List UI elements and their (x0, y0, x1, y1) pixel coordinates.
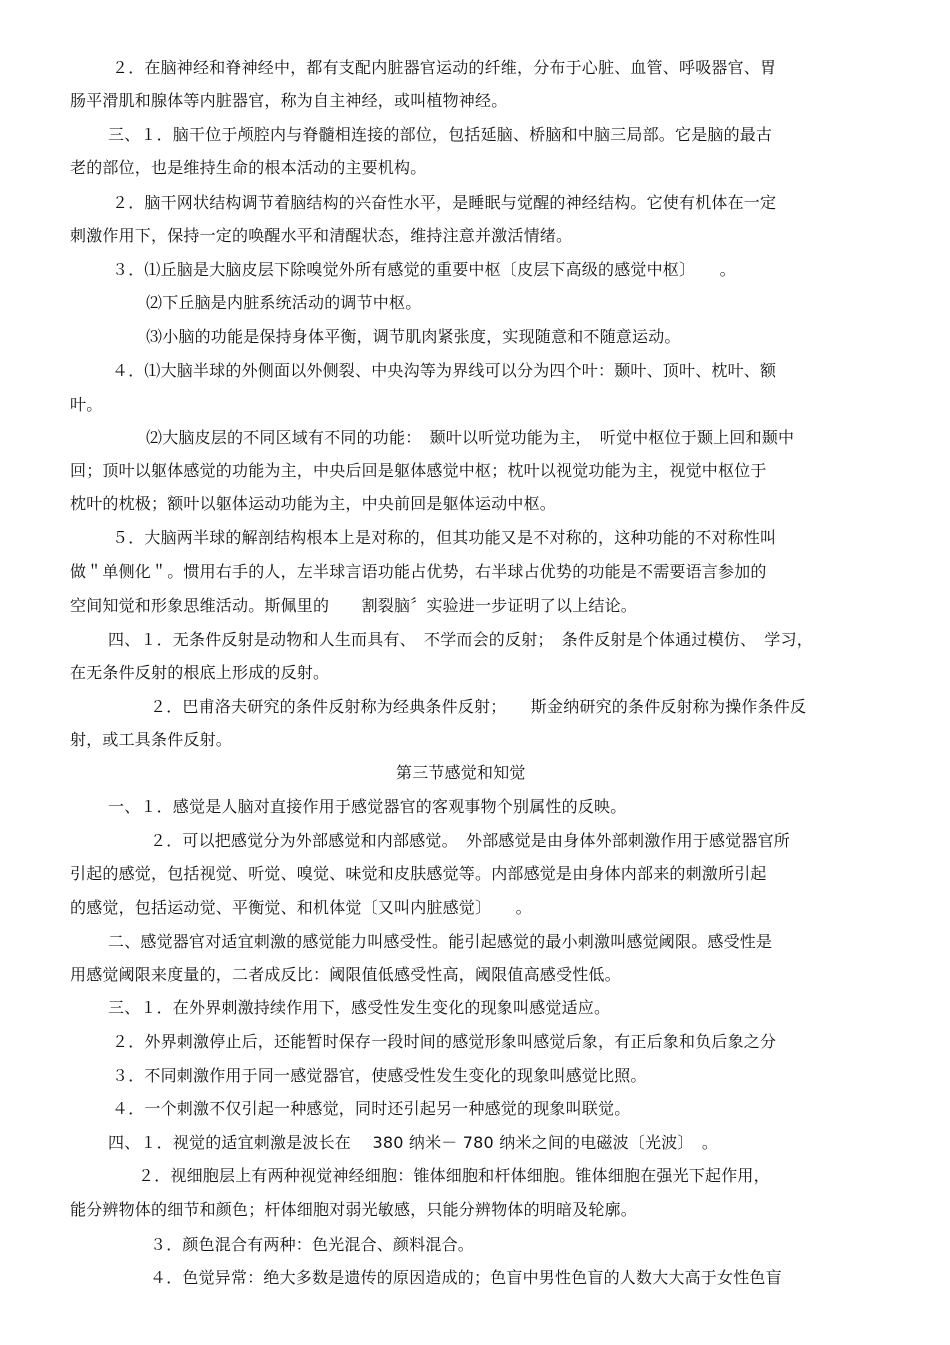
text-line: ２．视细胞层上有两种视觉神经细胞：锥体细胞和杆体细胞。锥体细胞在强光下起作用， (138, 1166, 770, 1185)
text-line: 四、１．无条件反射是动物和人生而具有、 不学而会的反射； 条件反射是个体通过模仿、 学习， (108, 630, 814, 649)
text-line: 一、１．感觉是人脑对直接作用于感觉器官的客观事物个别属性的反映。 (108, 797, 627, 816)
text-line: 在无条件反射的根底上形成的反射。 (70, 663, 330, 682)
text-line: 二、感觉器官对适宜刺激的感觉能力叫感受性。能引起感觉的最小刺激叫感觉阈限。感受性是 (108, 932, 773, 951)
text-line: ２．外界刺激停止后，还能暂时保存一段时间的感觉形象叫感觉后象，有正后象和负后象之分 (112, 1032, 777, 1051)
text-line: 三、１．在外界刺激持续作用下，感受性发生变化的现象叫感觉适应。 (108, 998, 611, 1017)
text-line: 做＂单侧化＂。惯用右手的人，左半球言语功能占优势，右半球占优势的功能是不需要语言参加的 (70, 562, 767, 581)
text-line: ⑶小脑的功能是保持身体平衡，调节肌肉紧张度，实现随意和不随意运动。 (146, 327, 681, 346)
text-line: ４．色觉异常：绝大多数是遗传的原因造成的；色盲中男性色盲的人数大大高于女性色盲 (150, 1268, 782, 1287)
text-line: ２．巴甫洛夫研究的条件反射称为经典条件反射； 斯金纳研究的条件反射称为操作条件反 (150, 697, 807, 716)
text-line: ４．一个刺激不仅引起一种感觉，同时还引起另一种感觉的现象叫联觉。 (112, 1099, 631, 1118)
text-line: ⑵大脑皮层的不同区域有不同的功能： 颞叶以听觉功能为主， 听觉中枢位于颞上回和颞中 (146, 428, 795, 447)
text-line: 三、１．脑干位于颅腔内与脊髓相连接的部位，包括延脑、桥脑和中脑三局部。它是脑的最古 (108, 125, 773, 144)
text-line: ３．不同刺激作用于同一感觉器官，使感受性发生变化的现象叫感觉比照。 (112, 1066, 647, 1085)
text-line: 回；顶叶以躯体感觉的功能为主，中央后回是躯体感觉中枢；枕叶以视觉功能为主，视觉中枢位于 (70, 461, 767, 480)
text-line: 老的部位，也是维持生命的根本活动的主要机构。 (70, 158, 427, 177)
section-heading: 第三节感觉和知觉 (396, 763, 526, 782)
text-line: 空间知觉和形象思维活动。斯佩里的 割裂脑〞实验进一步证明了以上结论。 (70, 596, 638, 615)
text-line: ５．大脑两半球的解剖结构根本上是对称的，但其功能又是不对称的，这种功能的不对称性叫 (112, 528, 777, 547)
text-line: ４．⑴大脑半球的外侧面以外侧裂、中央沟等为界线可以分为四个叶：颞叶、顶叶、枕叶、额 (112, 361, 777, 380)
text-line: 引起的感觉，包括视觉、听觉、嗅觉、味觉和皮肤感觉等。内部感觉是由身体内部来的刺激所引起 (70, 864, 767, 883)
text-line: 肠平滑肌和腺体等内脏器官，称为自主神经，或叫植物神经。 (70, 91, 508, 110)
text-line: ⑵下丘脑是内脏系统活动的调节中枢。 (146, 293, 422, 312)
text-line: ２．脑干网状结构调节着脑结构的兴奋性水平，是睡眠与觉醒的神经结构。它使有机体在一定 (112, 193, 777, 212)
text-line: 枕叶的枕极；额叶以躯体运动功能为主，中央前回是躯体运动中枢。 (70, 494, 557, 513)
text-line: 的感觉，包括运动觉、平衡觉、和机体觉〔又叫内脏感觉〕 。 (70, 898, 532, 917)
text-line: 四、１．视觉的适宜刺激是波长在 380 纳米－ 780 纳米之间的电磁波〔光波〕 。 (108, 1133, 719, 1152)
text-line: ３．⑴丘脑是大脑皮层下除嗅觉外所有感觉的重要中枢〔皮层下高级的感觉中枢〕 。 (112, 260, 736, 279)
text-line: 叶。 (70, 395, 103, 414)
text-line: 刺激作用下，保持一定的唤醒水平和清醒状态，维持注意并激活情绪。 (70, 226, 573, 245)
text-line: 能分辨物体的细节和颜色；杆体细胞对弱光敏感，只能分辨物体的明暗及轮廓。 (70, 1200, 638, 1219)
text-line: 射，或工具条件反射。 (70, 730, 233, 749)
text-line: ２．可以把感觉分为外部感觉和内部感觉。 外部感觉是由身体外部刺激作用于感觉器官所 (150, 831, 791, 850)
text-line: ２．在脑神经和脊神经中，都有支配内脏器官运动的纤维，分布于心脏、血管、呼吸器官、胃 (112, 58, 777, 77)
text-line: 用感觉阈限来度量的，二者成反比：阈限值低感受性高，阈限值高感受性低。 (70, 965, 621, 984)
text-line: ３．颜色混合有两种：色光混合、颜料混合。 (150, 1235, 475, 1254)
